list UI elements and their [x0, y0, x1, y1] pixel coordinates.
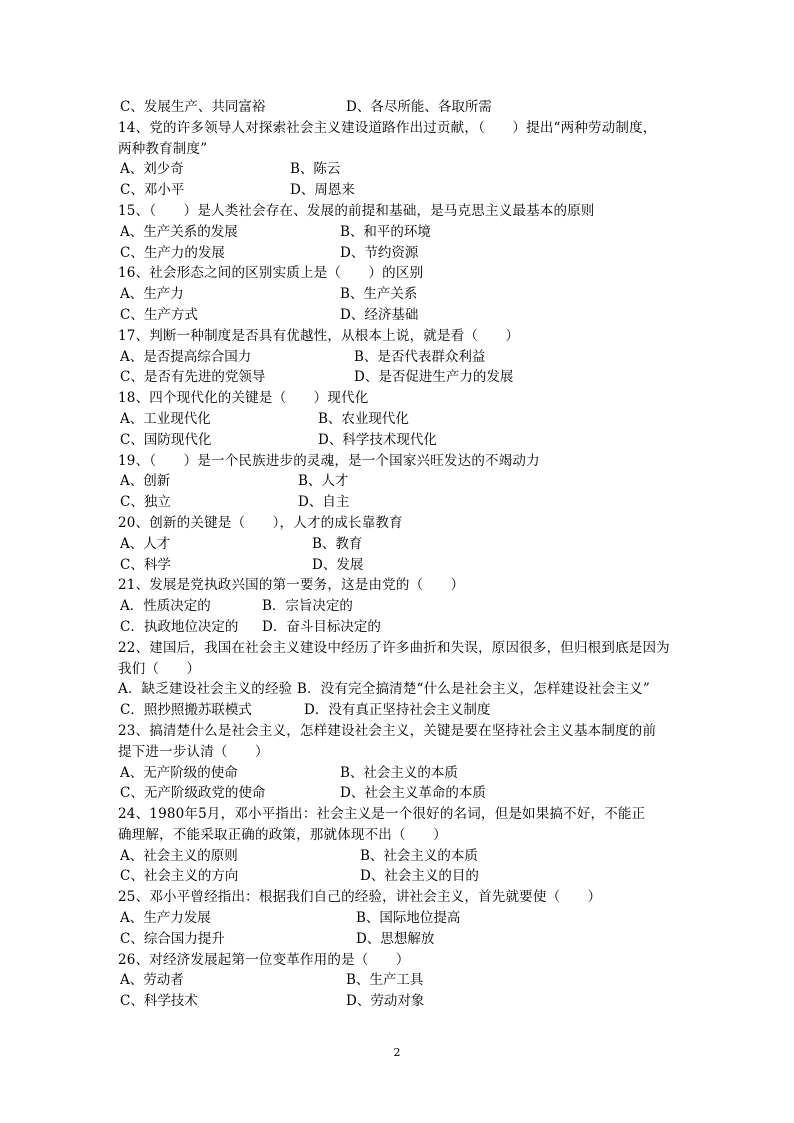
question-text: 16、社会形态之间的区别实质上是（ ）的区别 — [118, 265, 424, 282]
question-text: A．缺乏建设社会主义的经验 B．没有完全搞清楚“什么是社会主义，怎样建设社会主义” — [118, 681, 650, 698]
option-row — [118, 471, 686, 492]
option-a: C．照抄照搬苏联模式 — [120, 702, 252, 719]
option-b: D、周恩来 — [290, 182, 355, 199]
question-text: 18、四个现代化的关键是（ ）现代化 — [118, 390, 369, 407]
question-text: 23、搞清楚什么是社会主义，怎样建设社会主义，关键是要在坚持社会主义基本制度的前 — [118, 722, 657, 739]
option-row — [118, 617, 686, 638]
option-b: D、是否促进生产力的发展 — [354, 369, 514, 386]
option-a: C、独立 — [120, 494, 171, 511]
option-a: A、生产关系的发展 — [120, 223, 238, 240]
option-row — [118, 180, 686, 201]
option-b: D、社会主义革命的本质 — [340, 785, 486, 802]
option-b: B、教育 — [312, 535, 363, 552]
option-a: A、劳动者 — [120, 972, 184, 989]
option-row — [118, 991, 686, 1012]
option-a: C、社会主义的方向 — [120, 868, 239, 885]
option-a: C、生产力的发展 — [120, 244, 225, 261]
option-row — [118, 846, 686, 867]
option-b: D、经济基础 — [340, 306, 419, 323]
question-text: 24、1980年5月，邓小平指出：社会主义是一个很好的名词，但是如果搞不好，不能正 — [118, 806, 646, 823]
option-b: D、发展 — [312, 556, 364, 573]
question-text: 提下进一步认清（ ） — [118, 743, 269, 760]
option-b: D、节约资源 — [340, 244, 419, 261]
option-row — [118, 367, 686, 388]
option-a: C、科学 — [120, 556, 171, 573]
option-a: A、创新 — [120, 473, 171, 490]
option-b: B、陈云 — [290, 161, 341, 178]
question-text: 20、创新的关键是（ ），人才的成长靠教育 — [118, 514, 403, 531]
question-text: 25、邓小平曾经指出：根据我们自己的经验，讲社会主义，首先就要使（ ） — [118, 889, 602, 906]
question-text: 17、判断一种制度是否具有优越性，从根本上说，就是看（ ） — [118, 327, 520, 344]
option-a: A、生产力 — [120, 286, 184, 303]
option-row — [118, 555, 686, 576]
option-row — [118, 929, 686, 950]
option-a: A．性质决定的 — [120, 598, 211, 615]
option-a: C、无产阶级政党的使命 — [120, 785, 266, 802]
option-a: C、是否有先进的党领导 — [120, 369, 266, 386]
option-row — [118, 222, 686, 243]
option-b: B．宗旨决定的 — [262, 598, 353, 615]
question-text: 19、（ ）是一个民族进步的灵魂，是一个国家兴旺发达的不竭动力 — [118, 452, 540, 469]
option-a: C、科学技术 — [120, 993, 198, 1010]
option-a: C、综合国力提升 — [120, 930, 225, 947]
option-row — [118, 866, 686, 887]
option-a: A、人才 — [120, 535, 171, 552]
option-row — [118, 783, 686, 804]
option-b: D、思想解放 — [356, 930, 435, 947]
option-b: B、社会主义的本质 — [340, 764, 458, 781]
option-b: B、国际地位提高 — [356, 910, 461, 927]
option-a: C、生产方式 — [120, 306, 198, 323]
option-b: D．没有真正坚持社会主义制度 — [304, 702, 491, 719]
option-row — [118, 763, 686, 784]
question-text: 两种教育制度” — [118, 140, 208, 157]
option-a: C．执政地位决定的 — [120, 618, 239, 635]
question-text: 我们（ ） — [118, 660, 201, 677]
option-b: B、是否代表群众利益 — [354, 348, 486, 365]
option-row — [118, 347, 686, 368]
option-row — [118, 305, 686, 326]
option-row — [118, 243, 686, 264]
option-row — [118, 534, 686, 555]
option-row — [118, 97, 686, 118]
option-row — [118, 596, 686, 617]
option-a: A、是否提高综合国力 — [120, 348, 252, 365]
question-text: 22、建国后，我国在社会主义建设中经历了许多曲折和失误，原因很多，但归根到底是因为 — [118, 639, 670, 656]
option-row — [118, 159, 686, 180]
option-row — [118, 700, 686, 721]
option-a: A、社会主义的原则 — [120, 847, 238, 864]
option-a: A、工业现代化 — [120, 410, 211, 427]
option-b: B、生产关系 — [340, 286, 418, 303]
option-a: C、国防现代化 — [120, 431, 212, 448]
option-b: B、农业现代化 — [318, 410, 409, 427]
option-row — [118, 430, 686, 451]
option-b: B、人才 — [298, 473, 349, 490]
question-text: 14、党的许多领导人对探索社会主义建设道路作出过贡献，（ ）提出“两种劳动制度， — [118, 119, 657, 136]
option-b: D、科学技术现代化 — [318, 431, 437, 448]
question-text: 确理解，不能采取正确的政策，那就体现不出（ ） — [118, 826, 447, 843]
question-text: 21、发展是党执政兴国的第一要务，这是由党的（ ） — [118, 577, 465, 594]
question-text: 15、（ ）是人类社会存在、发展的前提和基础，是马克思主义最基本的原则 — [118, 202, 595, 219]
page-number: 2 — [393, 1046, 401, 1059]
question-text: 26、对经济发展起第一位变革作用的是（ ） — [118, 951, 410, 968]
option-a: C、邓小平 — [120, 182, 185, 199]
option-b: B、社会主义的本质 — [360, 847, 478, 864]
option-a: A、刘少奇 — [120, 161, 184, 178]
option-b: B、生产工具 — [346, 972, 424, 989]
option-row — [118, 409, 686, 430]
option-b: D、社会主义的目的 — [360, 868, 479, 885]
option-row — [118, 492, 686, 513]
option-a: C、发展生产、共同富裕 — [120, 99, 266, 115]
option-row — [118, 284, 686, 305]
option-b: D．奋斗目标决定的 — [262, 618, 381, 635]
option-a: A、生产力发展 — [120, 910, 211, 927]
question-list — [118, 97, 686, 1012]
option-b: B、和平的环境 — [340, 223, 431, 240]
option-a: A、无产阶级的使命 — [120, 764, 238, 781]
option-row — [118, 908, 686, 929]
option-b: D、自主 — [298, 494, 350, 511]
option-row — [118, 970, 686, 991]
option-b: D、各尽所能、各取所需 — [346, 99, 492, 115]
option-b: D、劳动对象 — [346, 993, 425, 1010]
